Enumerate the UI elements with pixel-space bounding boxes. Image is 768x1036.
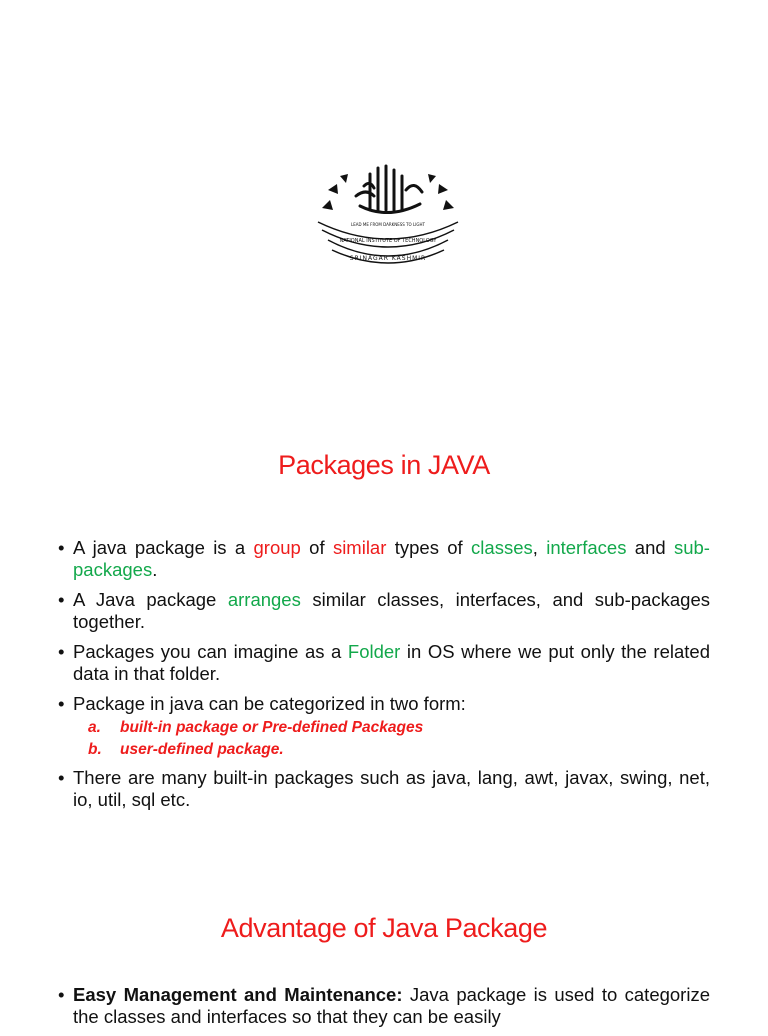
highlight-interfaces: interfaces xyxy=(546,537,627,558)
category-item xyxy=(58,717,710,739)
text: A java package is a xyxy=(73,537,254,558)
bold-heading: Easy Management and Maintenance: xyxy=(73,984,403,1005)
bullet-easy-management xyxy=(58,984,710,1028)
highlight-folder: Folder xyxy=(347,641,401,662)
text: A Java package xyxy=(73,589,228,610)
seal-location: SRINAGAR KASHMIR xyxy=(349,255,427,262)
section-title-packages: Packages in JAVA xyxy=(278,450,490,480)
text: Java package is used to categorize the classes and interfaces so that they can be easily xyxy=(73,984,710,1027)
text: in OS where we put only the related data in that folder. xyxy=(73,641,710,684)
institute-seal-icon xyxy=(308,160,468,272)
highlight-group: group xyxy=(253,537,301,558)
section-packages-content xyxy=(58,537,710,819)
bullet-builtin-examples: • There are many built-in packages such as java, lang, awt, javax, swing, net, io, util, sql etc. xyxy=(58,767,710,811)
category-label: user-defined package. xyxy=(120,741,284,758)
bullet-folder xyxy=(58,641,710,685)
highlight-similar: similar xyxy=(332,537,387,558)
bullet-definition xyxy=(58,537,710,581)
text: Packages you can imagine as a xyxy=(73,641,348,662)
text: of xyxy=(300,537,333,558)
list-marker: a. xyxy=(88,719,101,736)
category-label: built-in package or Pre-defined Packages xyxy=(120,719,424,736)
highlight-classes: classes xyxy=(471,537,533,558)
text: and xyxy=(626,537,674,558)
category-list xyxy=(58,717,710,761)
text: types of xyxy=(386,537,472,558)
seal-institute: NATIONAL INSTITUTE OF TECHNOLOGY xyxy=(339,238,437,244)
text: . xyxy=(152,559,158,580)
section-title-advantage: Advantage of Java Package xyxy=(220,913,548,943)
text: , xyxy=(532,537,547,558)
section-advantage-content xyxy=(58,984,710,1036)
list-marker: b. xyxy=(88,741,102,758)
seal-motto: LEAD ME FROM DARKNESS TO LIGHT xyxy=(351,222,425,227)
category-item xyxy=(58,739,710,761)
text: similar classes, interfaces, and sub-packages together. xyxy=(73,589,710,632)
bullet-categories: • Package in java can be categorized in two form: xyxy=(58,693,710,715)
bullet-arranges xyxy=(58,589,710,633)
highlight-subpackages: sub-packages xyxy=(73,537,710,580)
highlight-arranges: arranges xyxy=(227,589,301,610)
